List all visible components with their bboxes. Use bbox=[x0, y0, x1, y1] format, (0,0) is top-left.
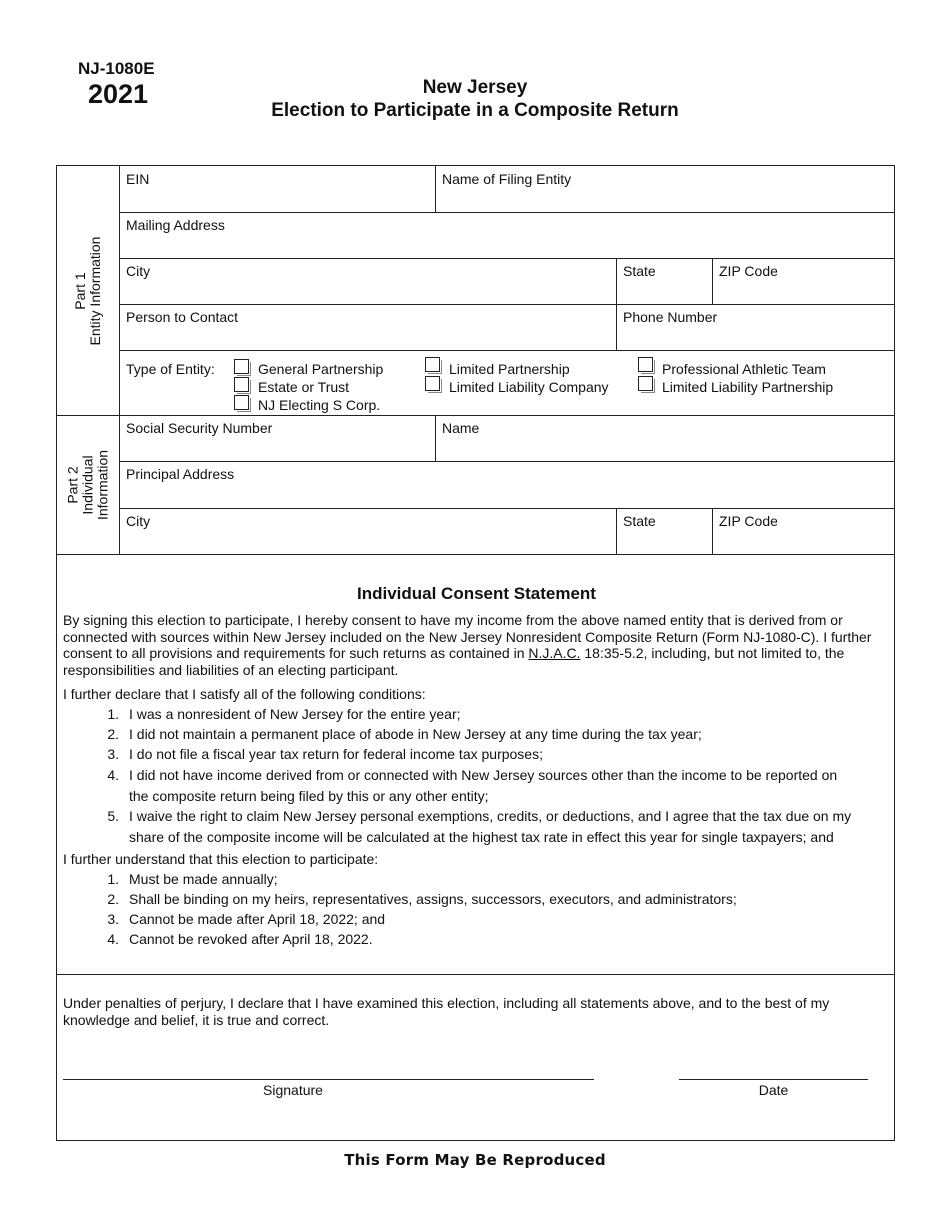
nj-electing-s-corp-checkbox[interactable] bbox=[234, 395, 249, 410]
perjury-statement: Under penalties of perjury, I declare that I have examined this election, including all statements above, and to the best of my knowledge and belief, it is true and correct. bbox=[63, 995, 830, 1028]
city-label: City bbox=[126, 263, 151, 279]
llc-label: Limited Liability Company bbox=[449, 379, 609, 395]
consent-paragraph bbox=[63, 612, 889, 678]
list-text: I did not maintain a permanent place of abode in New Jersey at any time during the tax year; bbox=[129, 726, 702, 742]
list-text: I waive the right to claim New Jersey personal exemptions, credits, or deductions, and I agree that the tax due on my share of the composite income will be calculated at the highest tax rate in effect this year for single taxpayers; and bbox=[129, 808, 852, 845]
limited-partnership-checkbox[interactable] bbox=[425, 357, 440, 372]
list-text: I did not have income derived from or connected with New Jersey sources other than the income to be reported on the composite return being filed by this or any other entity; bbox=[129, 767, 838, 804]
ein-label: EIN bbox=[126, 171, 150, 187]
list-text: I do not file a fiscal year tax return for federal income tax purposes; bbox=[129, 746, 543, 762]
part2-side-label bbox=[57, 415, 119, 554]
part1-title: Part 1 bbox=[72, 271, 88, 310]
professional-athletic-team-label: Professional Athletic Team bbox=[662, 361, 826, 377]
njac-reference: N.J.A.C. bbox=[528, 645, 581, 661]
date-line[interactable] bbox=[679, 1079, 868, 1080]
consent-paragraph-end: 18:35-5.2, including, but not limited to, the responsibilities and liabilities of an electing participant. bbox=[63, 645, 845, 678]
general-partnership-checkbox[interactable] bbox=[234, 359, 249, 374]
form-title-line2: Election to Participate in a Composite Return bbox=[271, 100, 679, 121]
consent-paragraph-start: By signing this election to participate, I hereby consent to have my income from the above named entity that is derived from or connected with sources within New Jersey included on the New Jersey Nonresident Composite Return (Form NJ-1080-C). I further consent to all provisions and requirements for such returns as contained in bbox=[63, 612, 872, 661]
list-text: Cannot be made after April 18, 2022; and bbox=[129, 911, 386, 927]
signature-label: Signature bbox=[263, 1082, 323, 1098]
form-year: 2021 bbox=[88, 79, 149, 109]
part-divider bbox=[57, 554, 895, 555]
individual-name-label: Name bbox=[442, 420, 480, 436]
rule bbox=[712, 258, 713, 304]
list-number: 2. bbox=[107, 891, 119, 907]
declare-intro: I further declare that I satisfy all of the following conditions: bbox=[63, 686, 426, 702]
list-number: 3. bbox=[107, 911, 119, 927]
list-number: 4. bbox=[107, 767, 119, 783]
list-number: 1. bbox=[107, 871, 119, 887]
form-id: NJ-1080E bbox=[78, 59, 155, 78]
rule bbox=[119, 508, 895, 509]
professional-athletic-team-checkbox[interactable] bbox=[638, 357, 653, 372]
ssn-label: Social Security Number bbox=[126, 420, 273, 436]
section-divider bbox=[57, 974, 895, 975]
mailing-address-label: Mailing Address bbox=[126, 217, 225, 233]
list-text: Must be made annually; bbox=[129, 871, 278, 887]
zip-label: ZIP Code bbox=[719, 263, 778, 279]
phone-label: Phone Number bbox=[623, 309, 718, 325]
rule bbox=[616, 258, 617, 350]
entity-type-label: Type of Entity: bbox=[126, 361, 215, 377]
limited-partnership-label: Limited Partnership bbox=[449, 361, 570, 377]
rule bbox=[119, 258, 895, 259]
rule bbox=[616, 508, 617, 554]
llc-checkbox[interactable] bbox=[425, 376, 440, 391]
entity-name-label: Name of Filing Entity bbox=[442, 171, 572, 187]
individual-state-label: State bbox=[623, 513, 656, 529]
signature-line[interactable] bbox=[63, 1079, 594, 1080]
list-number: 4. bbox=[107, 931, 119, 947]
list-number: 5. bbox=[107, 808, 119, 824]
reproduction-notice: This Form May Be Reproduced bbox=[344, 1151, 606, 1169]
side-column-rule bbox=[119, 166, 120, 554]
part2-subtitle-2: Information bbox=[94, 449, 111, 520]
part1-side-label bbox=[57, 166, 119, 415]
list-text: Cannot be revoked after April 18, 2022. bbox=[129, 931, 373, 947]
part-divider bbox=[57, 415, 895, 416]
individual-zip-label: ZIP Code bbox=[719, 513, 778, 529]
estate-or-trust-checkbox[interactable] bbox=[234, 377, 249, 392]
llp-checkbox[interactable] bbox=[638, 376, 653, 391]
list-text: I was a nonresident of New Jersey for the entire year; bbox=[129, 706, 461, 722]
form-title-line1: New Jersey bbox=[422, 77, 528, 98]
rule bbox=[119, 212, 895, 213]
rule bbox=[435, 166, 436, 212]
contact-label: Person to Contact bbox=[126, 309, 239, 325]
nj-electing-s-corp-label: NJ Electing S Corp. bbox=[258, 397, 381, 413]
form-box bbox=[56, 165, 895, 1141]
date-label: Date bbox=[758, 1082, 789, 1098]
llp-label: Limited Liability Partnership bbox=[662, 379, 834, 395]
rule bbox=[119, 304, 895, 305]
rule bbox=[435, 415, 436, 461]
list-number: 1. bbox=[107, 706, 119, 722]
understand-intro: I further understand that this election to participate: bbox=[63, 851, 379, 867]
list-number: 3. bbox=[107, 746, 119, 762]
rule bbox=[119, 350, 895, 351]
list-text: Shall be binding on my heirs, representatives, assigns, successors, executors, and administrators; bbox=[129, 891, 737, 907]
individual-city-label: City bbox=[126, 513, 151, 529]
state-label: State bbox=[623, 263, 656, 279]
estate-or-trust-label: Estate or Trust bbox=[258, 379, 350, 395]
rule bbox=[712, 508, 713, 554]
general-partnership-label: General Partnership bbox=[258, 361, 384, 377]
rule bbox=[119, 461, 895, 462]
part2-title: Part 2 bbox=[64, 465, 81, 504]
principal-address-label: Principal Address bbox=[126, 466, 235, 482]
list-number: 2. bbox=[107, 726, 119, 742]
part1-subtitle: Entity Information bbox=[87, 236, 103, 345]
consent-heading: Individual Consent Statement bbox=[357, 584, 596, 603]
part2-subtitle-1: Individual bbox=[79, 454, 96, 515]
